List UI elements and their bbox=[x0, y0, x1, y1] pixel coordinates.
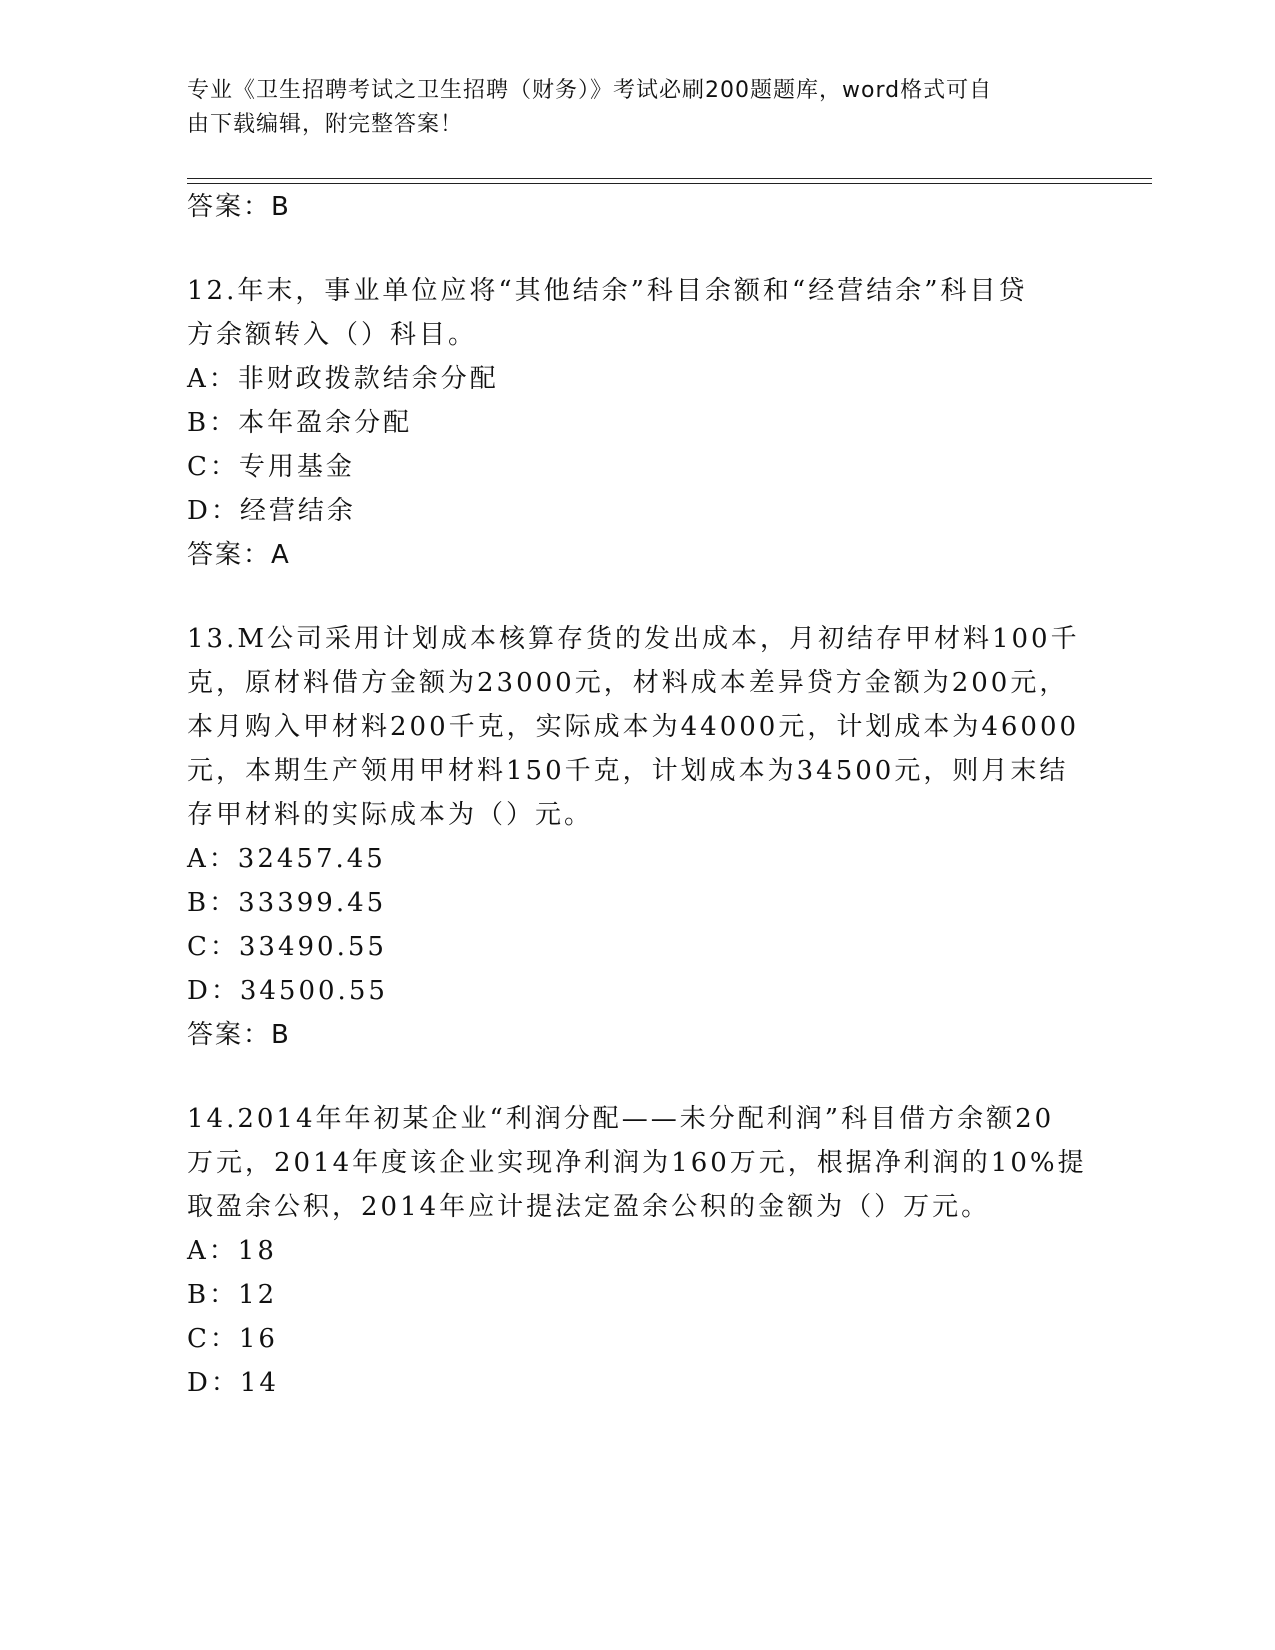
document-header bbox=[187, 74, 1067, 142]
q13-stem-line-1: 13.M公司采用计划成本核算存货的发出成本，月初结存甲材料100千 bbox=[187, 624, 1080, 654]
q14-option-b: B：12 bbox=[187, 1280, 278, 1310]
q13-answer: 答案：B bbox=[187, 1020, 291, 1050]
q13-stem-line-3: 本月购入甲材料200千克，实际成本为44000元，计划成本为46000 bbox=[187, 712, 1080, 742]
header-line-1: 专业《卫生招聘考试之卫生招聘（财务）》考试必刷200题题库，word格式可自 bbox=[187, 78, 993, 103]
q13-option-d: D：34500.55 bbox=[187, 976, 388, 1006]
q14-option-a: A：18 bbox=[187, 1236, 277, 1266]
q12-option-c: C：专用基金 bbox=[187, 452, 355, 482]
q13-stem-line-5: 存甲材料的实际成本为（）元。 bbox=[187, 800, 594, 830]
q13-option-a: A：32457.45 bbox=[187, 844, 386, 874]
q13-option-b: B：33399.45 bbox=[187, 888, 387, 918]
q14-option-c: C：16 bbox=[187, 1324, 278, 1354]
q14-option-d: D：14 bbox=[187, 1368, 279, 1398]
q12-option-d: D：经营结余 bbox=[187, 496, 356, 526]
q12-option-a: A：非财政拨款结余分配 bbox=[187, 364, 499, 394]
q12-stem-line-1: 12.年末，事业单位应将“其他结余”科目余额和“经营结余”科目贷 bbox=[187, 276, 1028, 306]
q12-stem-line-2: 方余额转入（）科目。 bbox=[187, 320, 478, 350]
q14-stem-line-1: 14.2014年年初某企业“利润分配——未分配利润”科目借方余额20 bbox=[187, 1104, 1055, 1134]
q13-stem-line-2: 克，原材料借方金额为23000元，材料成本差异贷方金额为200元， bbox=[187, 668, 1069, 698]
q12-answer: 答案：A bbox=[187, 540, 291, 570]
q12-option-b: B：本年盈余分配 bbox=[187, 408, 413, 438]
q14-stem-line-3: 取盈余公积，2014年应计提法定盈余公积的金额为（）万元。 bbox=[187, 1192, 991, 1222]
header-divider-bottom bbox=[187, 183, 1152, 184]
q14-stem-line-2: 万元，2014年度该企业实现净利润为160万元，根据净利润的10%提 bbox=[187, 1148, 1087, 1178]
header-line-2: 由下载编辑，附完整答案！ bbox=[187, 112, 464, 137]
header-divider-top bbox=[187, 178, 1152, 179]
q13-option-c: C：33490.55 bbox=[187, 932, 387, 962]
q13-stem-line-4: 元，本期生产领用甲材料150千克，计划成本为34500元，则月末结 bbox=[187, 756, 1069, 786]
answer-prev: 答案：B bbox=[187, 192, 291, 222]
